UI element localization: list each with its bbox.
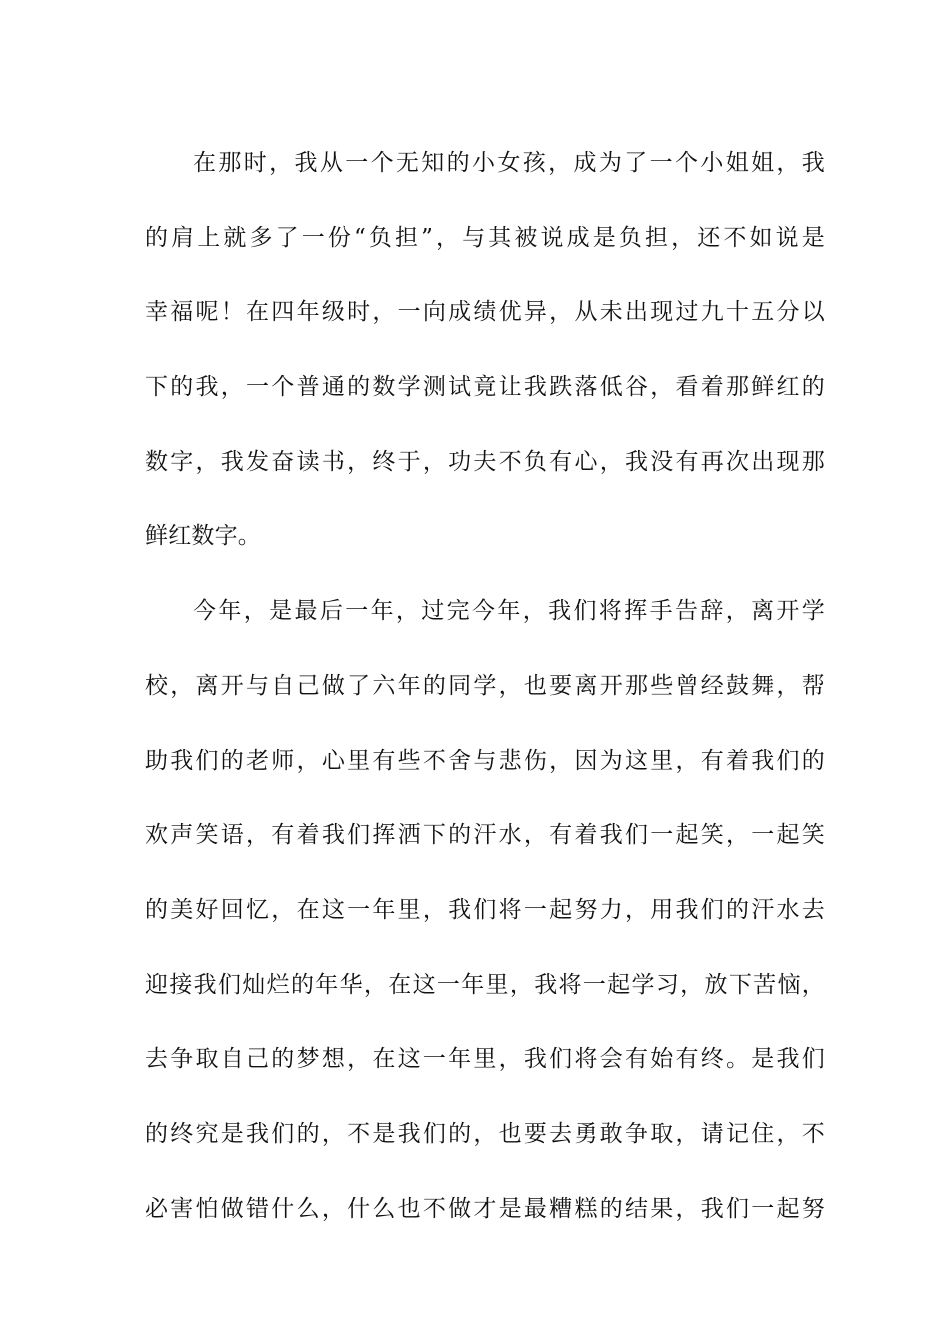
paragraph-2-line-1: 今年，是最后一年，过完今年，我们将挥手告辞，离开学 (193, 598, 825, 625)
document-body (145, 126, 825, 1246)
paragraph-1-line-6: 鲜红数字。 (145, 523, 261, 550)
paragraph-1-line-5: 数字，我发奋读书，终于，功夫不负有心，我没有再次出现那 (145, 448, 825, 475)
paragraph-1-line-3: 幸福呢！在四年级时，一向成绩优异，从未出现过九十五分以 (145, 299, 825, 326)
paragraph-1-line-4: 下的我，一个普通的数学测试竟让我跌落低谷，看着那鲜红的 (145, 374, 825, 401)
paragraph-1-line-2: 的肩上就多了一份“负担”，与其被说成是负担，还不如说是 (145, 224, 825, 251)
paragraph-2-line-2: 校，离开与自己做了六年的同学，也要离开那些曾经鼓舞，帮 (145, 672, 825, 699)
paragraph-2-line-3: 助我们的老师，心里有些不舍与悲伤，因为这里，有着我们的 (145, 747, 825, 774)
paragraph-2-line-8: 的终究是我们的，不是我们的，也要去勇敢争取，请记住，不 (145, 1120, 825, 1147)
paragraph-2-line-4: 欢声笑语，有着我们挥洒下的汗水，有着我们一起笑，一起笑 (145, 822, 825, 849)
paragraph-2-line-9: 必害怕做错什么，什么也不做才是最糟糕的结果，我们一起努 (145, 1195, 825, 1222)
paragraph-2-line-5: 的美好回忆，在这一年里，我们将一起努力，用我们的汗水去 (145, 896, 825, 923)
paragraph-1-line-1: 在那时，我从一个无知的小女孩，成为了一个小姐姐，我 (193, 150, 825, 176)
paragraph-2-line-7: 去争取自己的梦想，在这一年里，我们将会有始有终。是我们 (145, 1046, 825, 1073)
paragraph-2-line-6: 迎接我们灿烂的年华，在这一年里，我将一起学习，放下苦恼， (145, 971, 825, 998)
